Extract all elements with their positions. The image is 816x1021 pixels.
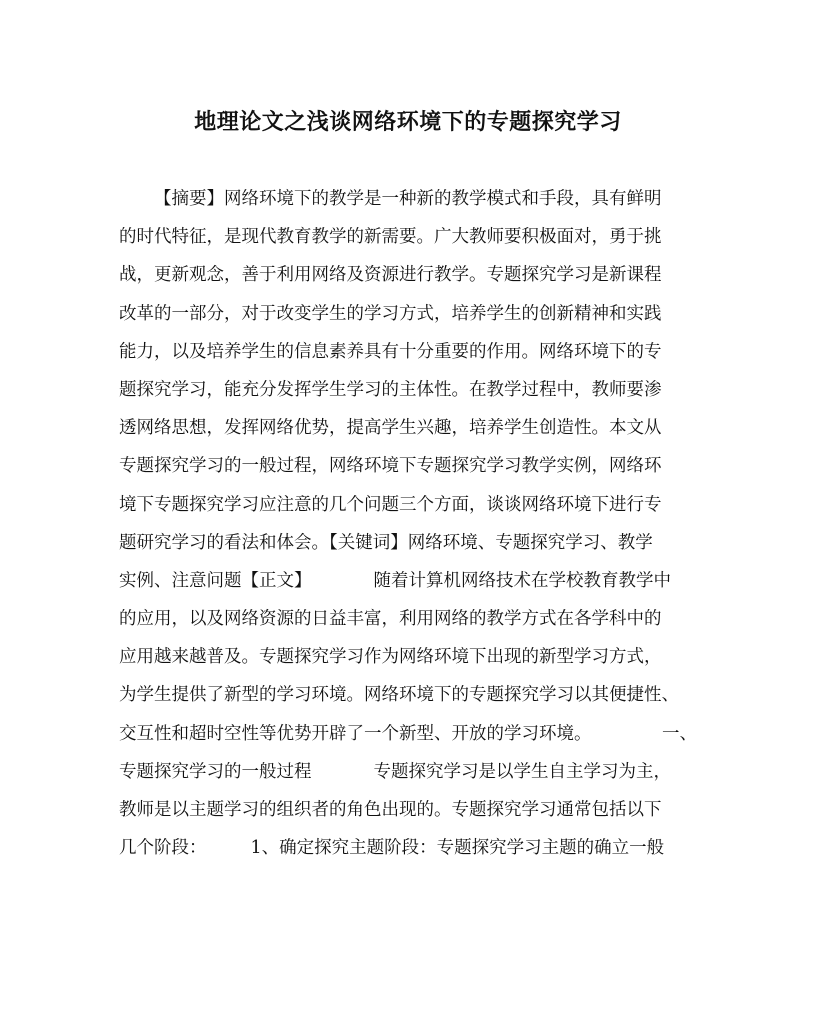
body-line-3: 战，更新观念，善于利用网络及资源进行教学。专题探究学习是新课程 <box>119 265 662 286</box>
body-line-9: 境下专题探究学习应注意的几个问题三个方面，谈谈网络环境下进行专 <box>119 494 662 515</box>
body-line-17: 教师是以主题学习的组织者的角色出现的。专题探究学习通常包括以下 <box>119 800 662 820</box>
body-line-16: 专题探究学习的一般过程 专题探究学习是以学生自主学习为主， <box>119 761 671 782</box>
body-line-4: 改革的一部分，对于改变学生的学习方式，培养学生的创新精神和实践 <box>119 303 662 324</box>
body-line-2: 的时代特征，是现代教育教学的新需要。广大教师要积极面对，勇于挑 <box>119 227 662 248</box>
body-line-14: 为学生提供了新型的学习环境。网络环境下的专题探究学习以其便捷性、 <box>119 685 679 706</box>
body-line-5: 能力，以及培养学生的信息素养具有十分重要的作用。网络环境下的专 <box>119 341 662 362</box>
body-line-1: 【摘要】网络环境下的教学是一种新的教学模式和手段，具有鲜明 <box>154 189 662 209</box>
document-title: 地理论文之浅谈网络环境下的专题探究学习 <box>194 109 622 135</box>
document-body <box>119 180 697 867</box>
body-line-11: 实例、注意问题【正文】 随着计算机网络技术在学校教育教学中 <box>119 570 671 591</box>
body-line-15: 交互性和超时空性等优势开辟了一个新型、开放的学习环境。 一、 <box>119 723 697 744</box>
body-line-8: 专题探究学习的一般过程，网络环境下专题探究学习教学实例，网络环 <box>119 456 662 477</box>
body-line-6: 题探究学习，能充分发挥学生学习的主体性。在教学过程中，教师要渗 <box>119 379 662 400</box>
body-line-10: 题研究学习的看法和体会。【关键词】网络环境、专题探究学习、教学 <box>119 532 653 553</box>
body-line-18: 几个阶段： 1、确定探究主题阶段：专题探究学习主题的确立一般 <box>119 838 665 859</box>
body-line-12: 的应用，以及网络资源的日益丰富，利用网络的教学方式在各学科中的 <box>119 609 662 630</box>
body-line-13: 应用越来越普及。专题探究学习作为网络环境下出现的新型学习方式， <box>119 647 662 668</box>
body-line-7: 透网络思想，发挥网络优势，提高学生兴趣，培养学生创造性。本文从 <box>119 418 662 439</box>
